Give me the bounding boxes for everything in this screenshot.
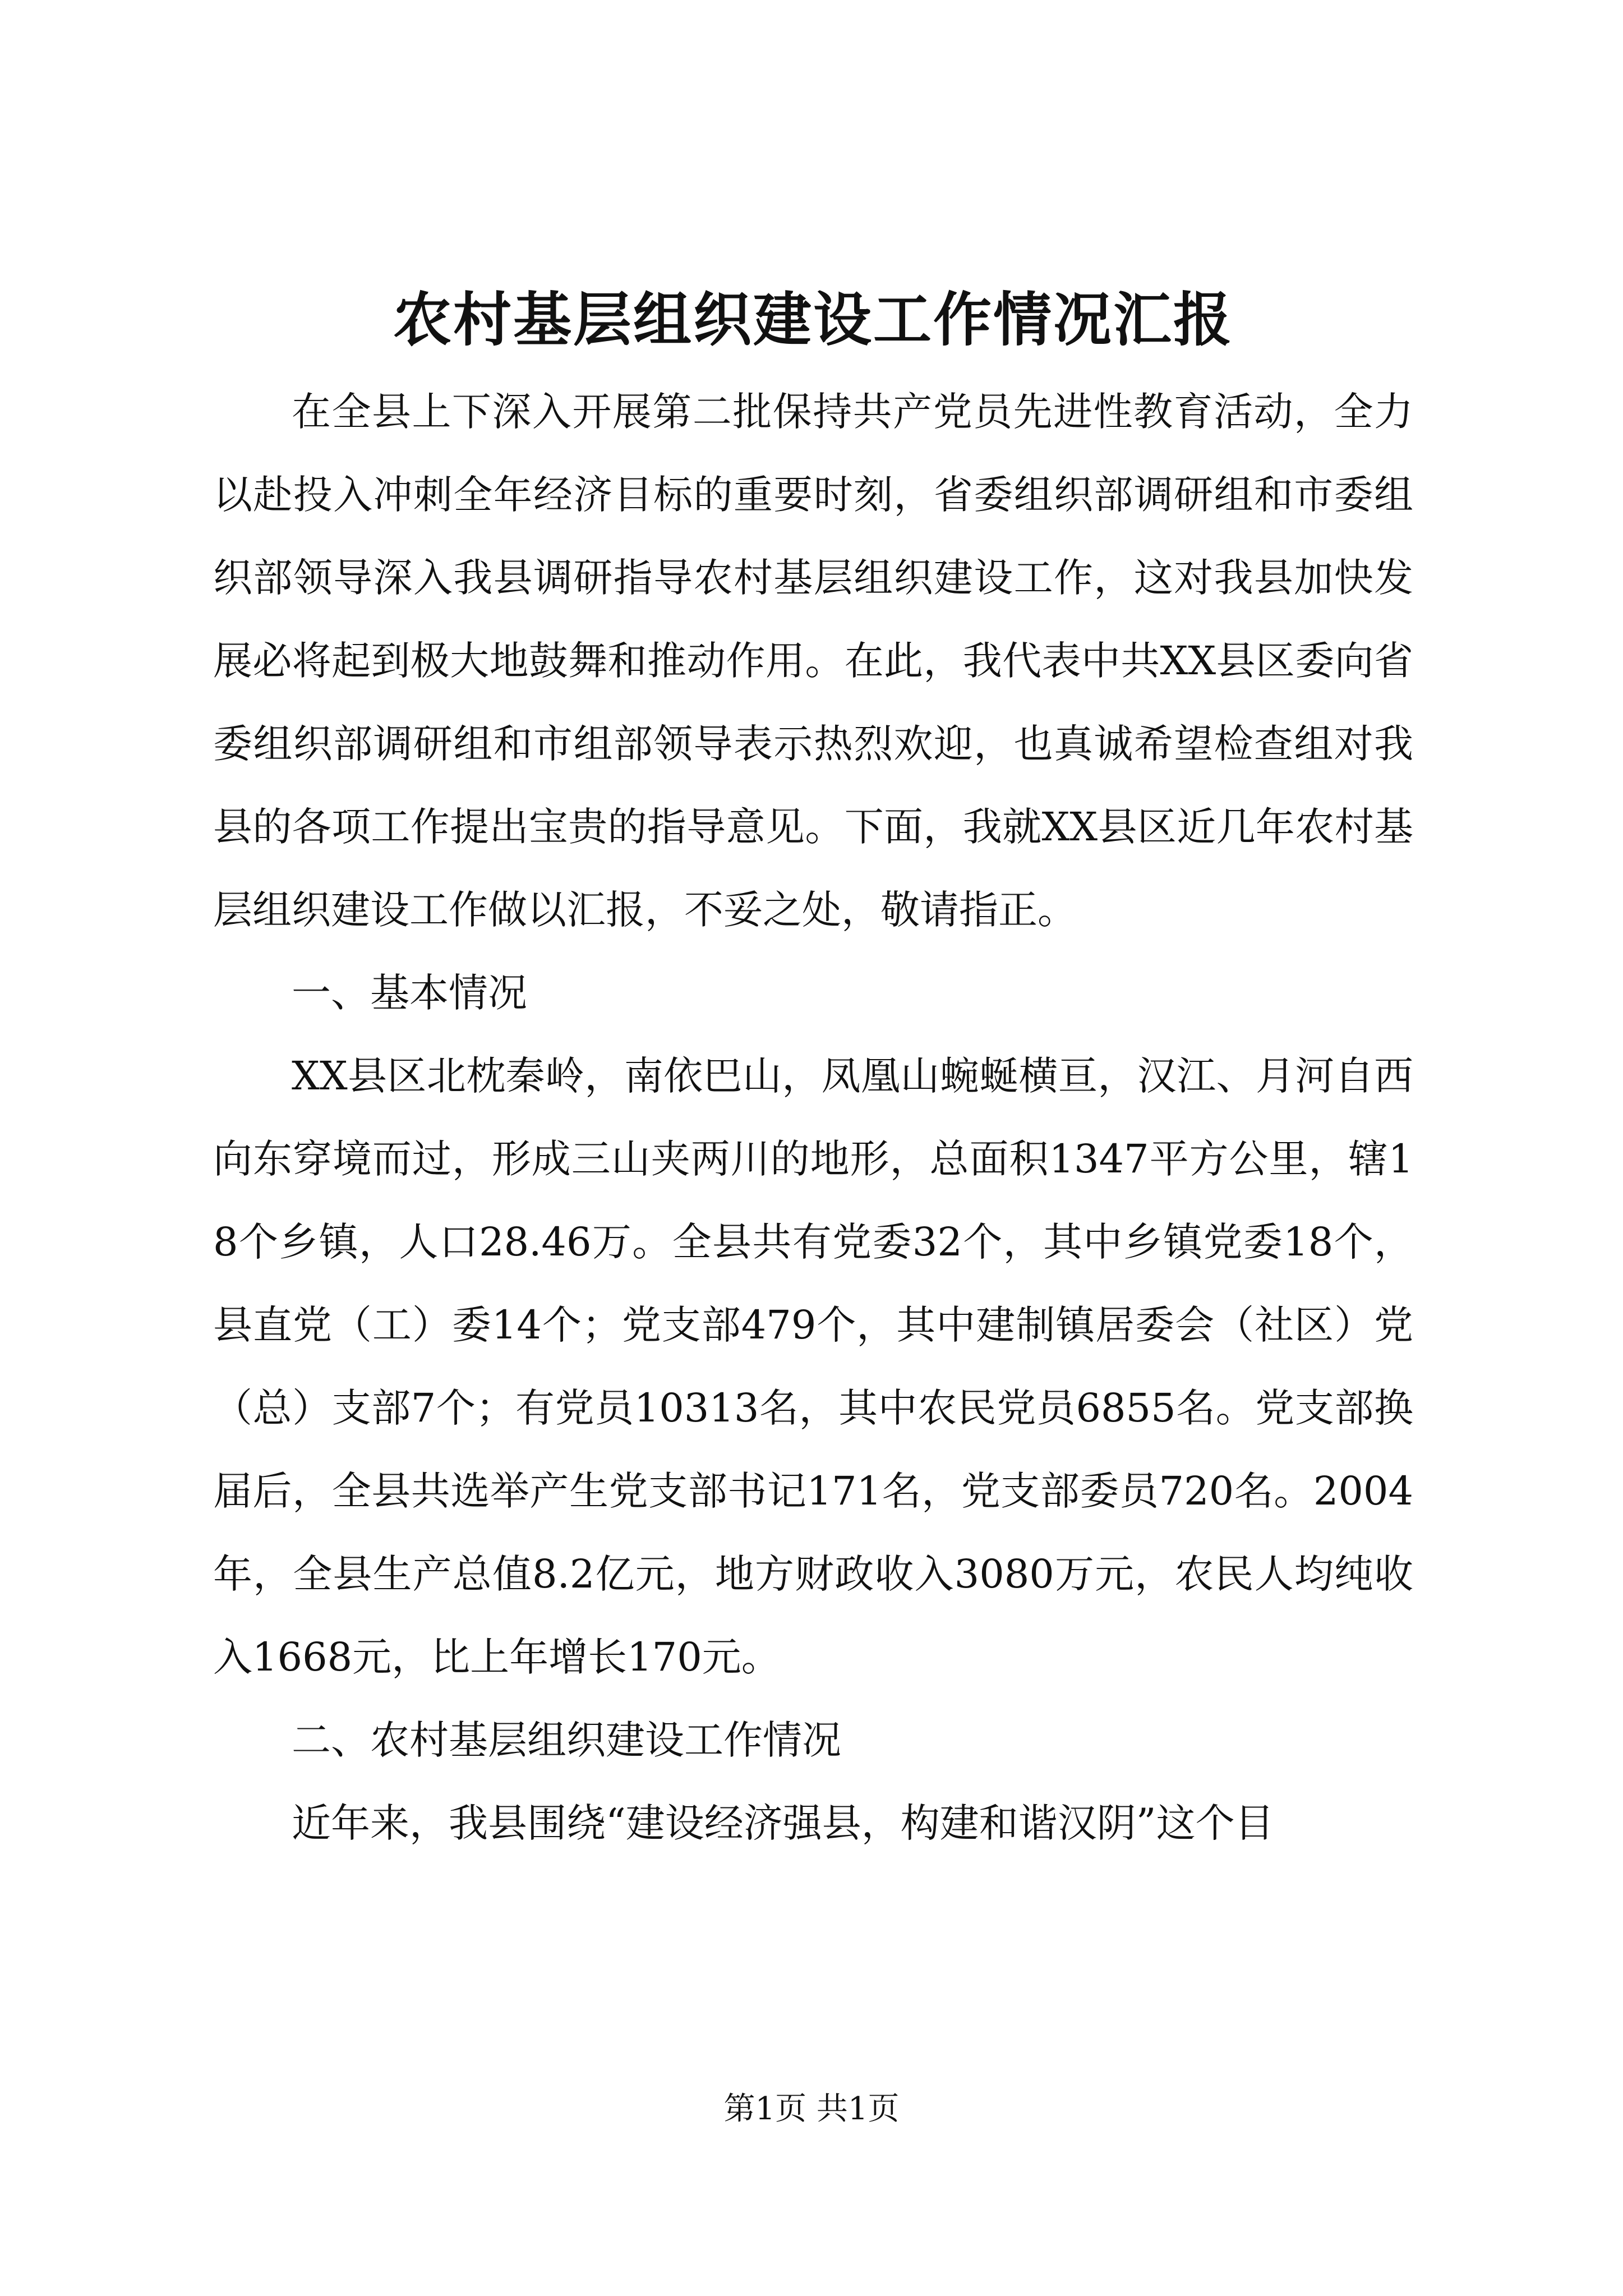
document-title: 农村基层组织建设工作情况汇报 — [393, 285, 1233, 354]
basic-situation-paragraph: XX县区北枕秦岭，南依巴山，凤凰山蜿蜒横亘，汉江、月河自西向东穿境而过，形成三山夹两川的地形，总面积1347平方公里，辖18个乡镇，人口28.46万。全县共有党委32个，其中乡镇党委18个，县直党（工）委14个；党支部479个，其中建制镇居委会（社区）党（总）支部7个；有党员10313名，其中农民党员6855名。党支部换届后，全县共选举产生党支部书记171名，党支部委员720名。2004年，全县生产总值8.2亿元，地方财政收入3080万元，农民人均纯收入1668元，比上年增长170元。 — [213, 1053, 1413, 1680]
document-body — [213, 370, 1413, 1865]
organization-work-paragraph: 近年来，我县围绕“建设经济强县，构建和谐汉阴”这个目 — [292, 1800, 1274, 1846]
intro-paragraph: 在全县上下深入开展第二批保持共产党员先进性教育活动，全力以赴投入冲刺全年经济目标的重要时刻，省委组织部调研组和市委组织部领导深入我县调研指导农村基层组织建设工作，这对我县加快发展必将起到极大地鼓舞和推动作用。在此，我代表中共XX县区委向省委组织部调研组和市组部领导表示热烈欢迎，也真诚希望检查组对我县的各项工作提出宝贵的指导意见。下面，我就XX县区近几年农村基层组织建设工作做以汇报，不妥之处，敬请指正。 — [213, 389, 1413, 933]
section-heading-basic-situation: 一、基本情况 — [292, 970, 527, 1016]
section-heading-organization-work: 二、农村基层组织建设工作情况 — [292, 1717, 841, 1763]
page-footer: 第1页 共1页 — [723, 2091, 900, 2127]
